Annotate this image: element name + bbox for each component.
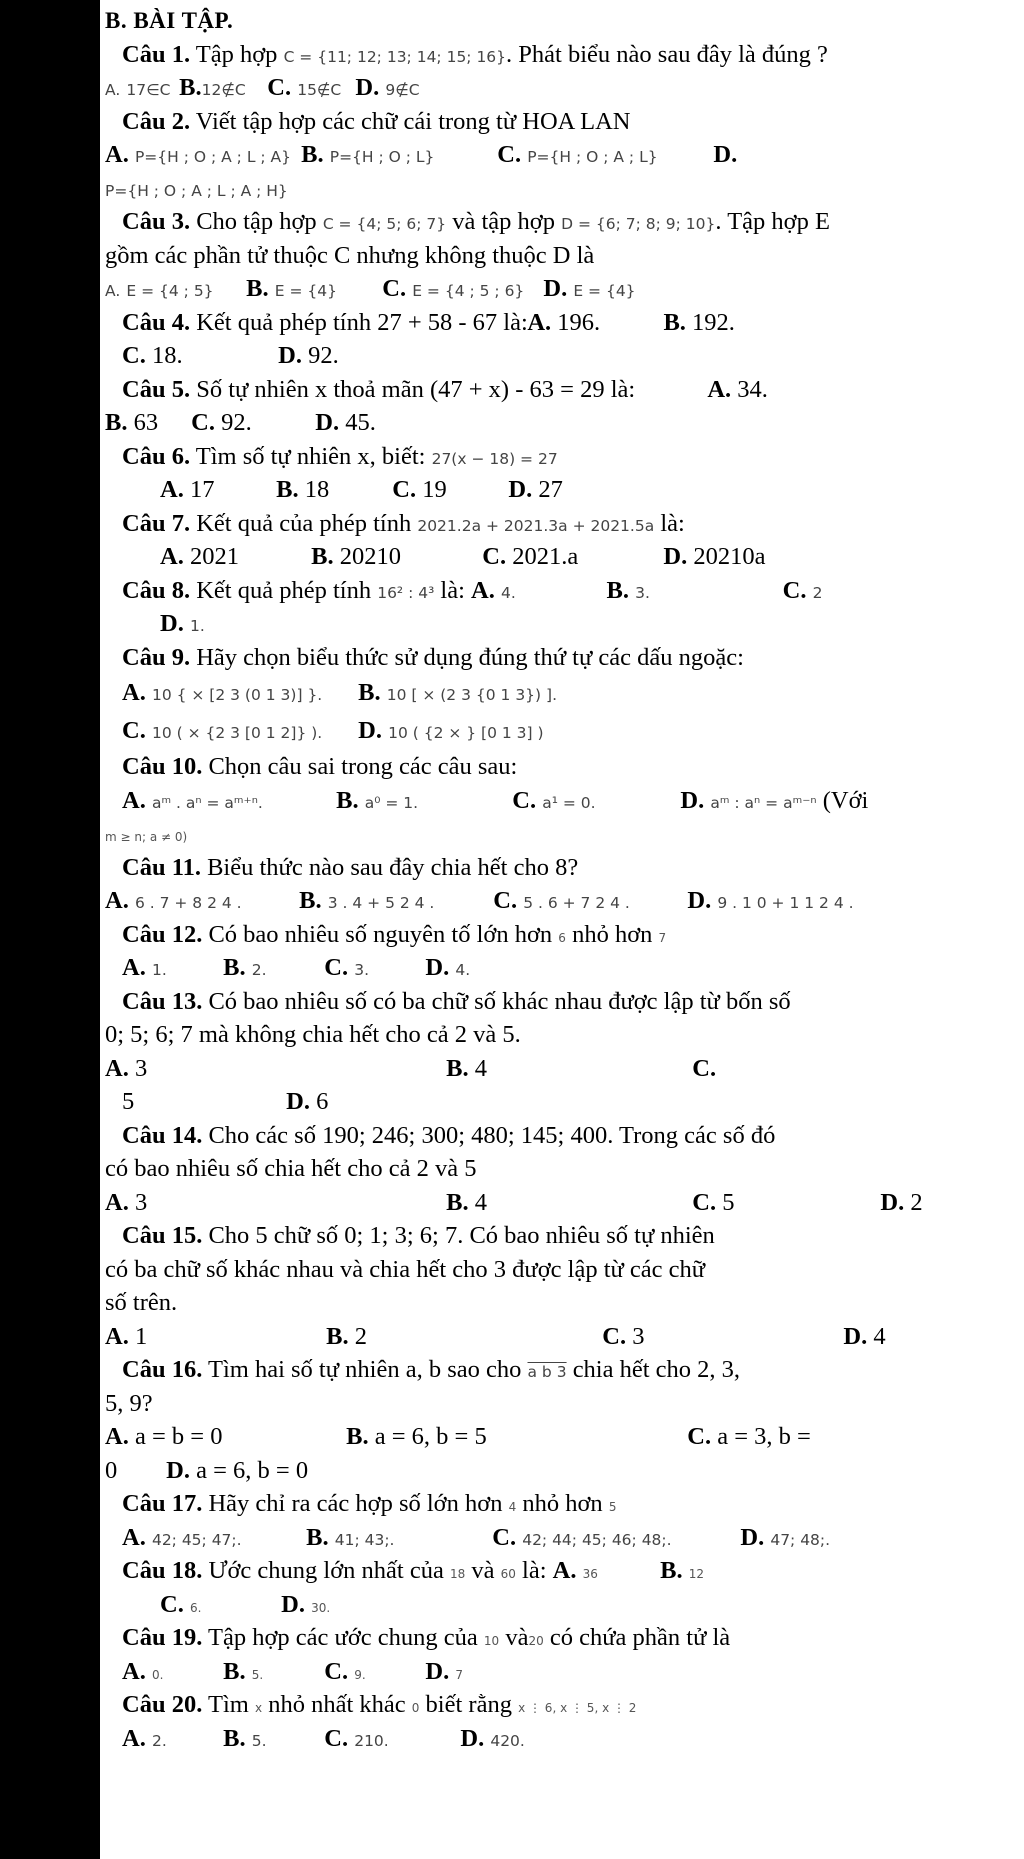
question-17-options: A. 42; 45; 47;. B. 41; 43;. C. 42; 44; 45; 46; 48;. D. 47; 48;. bbox=[122, 1523, 831, 1551]
question-text: Tập hợp bbox=[195, 40, 278, 68]
option-b: B.12∉C bbox=[179, 74, 246, 101]
question-13: Câu 13. Có bao nhiêu số có ba chữ số khác nhau được lập từ bốn số bbox=[122, 987, 791, 1015]
question-18: Câu 18. Ước chung lớn nhất của 18 và 60 là: A. 36 B. 12 bbox=[122, 1557, 705, 1584]
question-3: Câu 3. Cho tập hợp C = {4; 5; 6; 7} và tập hợp D = {6; 7; 8; 9; 10}. Tập hợp E bbox=[122, 208, 830, 235]
question-text-line: có bao nhiêu số chia hết cho cả 2 và 5 bbox=[105, 1155, 477, 1182]
question-19-options: A. 0. B. 5. C. 9. D. 7 bbox=[122, 1657, 463, 1685]
question-4: Câu 4. Kết quả phép tính 27 + 58 - 67 là: A. 196. B. 192. bbox=[122, 308, 735, 336]
option-b: B. P={H ; O ; L} bbox=[301, 141, 435, 168]
section-heading: B. BÀI TẬP. bbox=[105, 8, 234, 33]
option-d: D. bbox=[713, 141, 738, 168]
question-11-options: A. 6 . 7 + 8 2 4 . B. 3 . 4 + 5 2 4 . C. 5 . 6 + 7 2 4 . D. 9 . 1 0 + 1 1 2 4 . bbox=[105, 887, 854, 914]
question-label: Câu 4. bbox=[122, 308, 191, 336]
question-19: Câu 19. Tập hợp các ước chung của 10 và20 có chứa phần tử là bbox=[122, 1624, 731, 1651]
question-text: . Phát biểu nào sau đây là đúng ? bbox=[506, 40, 828, 68]
question-3-options: A. E = {4 ; 5} B. E = {4} C. E = {4 ; 5 ; 6} D. E = {4} bbox=[105, 275, 636, 302]
document-page bbox=[100, 0, 1024, 1859]
question-label: Câu 11. bbox=[122, 853, 201, 881]
question-1-options bbox=[105, 71, 913, 105]
question-16: Câu 16. Tìm hai số tự nhiên a, b sao cho a b 3 chia hết cho 2, 3, bbox=[122, 1356, 741, 1383]
set-expression: C = {4; 5; 6; 7} bbox=[322, 215, 447, 233]
question-label: Câu 20. bbox=[122, 1691, 203, 1718]
question-10-condition: m ≥ n; a ≠ 0) bbox=[105, 830, 188, 844]
question-label: Câu 15. bbox=[122, 1222, 203, 1249]
option-c: C. 15∉C bbox=[267, 74, 342, 101]
question-text: Viết tập hợp các chữ cái trong từ HOA LAN bbox=[195, 107, 631, 135]
question-9-options-row1: A. 10 { × [2 3 (0 1 3)] }. B. 10 [ × (2 3 {0 1 3}) ]. bbox=[122, 679, 557, 706]
question-16-options: A. a = b = 0 B. a = 6, b = 5 C. a = 3, b = bbox=[105, 1423, 811, 1450]
question-label: Câu 2. bbox=[122, 107, 191, 135]
question-5-options: B. 63 C. 92. D. 45. bbox=[105, 409, 376, 436]
question-10: Câu 10. Chọn câu sai trong các câu sau: bbox=[122, 753, 518, 780]
question-6-options: A. 17 B. 18 C. 19 D. 27 bbox=[160, 476, 563, 503]
question-8-options: D. 1. bbox=[160, 610, 205, 637]
question-14: Câu 14. Cho các số 190; 246; 300; 480; 145; 400. Trong các số đó bbox=[122, 1121, 776, 1149]
question-label: Câu 13. bbox=[122, 987, 203, 1015]
question-label: Câu 17. bbox=[122, 1490, 203, 1517]
question-7: Câu 7. Kết quả của phép tính 2021.2a + 2021.3a + 2021.5a là: bbox=[122, 509, 685, 537]
question-17: Câu 17. Hãy chỉ ra các hợp số lớn hơn 4 nhỏ hơn 5 bbox=[122, 1490, 617, 1517]
question-18-options: C. 6. D. 30. bbox=[160, 1590, 331, 1618]
set-expression: C = {11; 12; 13; 14; 15; 16} bbox=[283, 47, 507, 66]
question-label: Câu 6. bbox=[122, 442, 191, 470]
question-11: Câu 11. Biểu thức nào sau đây chia hết cho 8? bbox=[122, 853, 579, 881]
question-15-options: A. 1 B. 2 C. 3 D. 4 bbox=[105, 1322, 886, 1350]
option-c: C. P={H ; O ; A ; L} bbox=[497, 141, 658, 168]
question-text-line: có ba chữ số khác nhau và chia hết cho 3 được lập từ các chữ bbox=[105, 1255, 706, 1283]
question-label: Câu 1. bbox=[122, 40, 191, 68]
set-expression: D = {6; 7; 8; 9; 10} bbox=[561, 215, 716, 233]
question-label: Câu 14. bbox=[122, 1121, 203, 1149]
math-expression: 16² : 4³ bbox=[377, 583, 435, 602]
question-label: Câu 9. bbox=[122, 643, 191, 671]
question-1 bbox=[105, 38, 913, 72]
question-12-options: A. 1. B. 2. C. 3. D. 4. bbox=[122, 954, 471, 981]
question-12: Câu 12. Có bao nhiêu số nguyên tố lớn hơn 6 nhỏ hơn 7 bbox=[122, 920, 667, 948]
question-text-line: số trên. bbox=[105, 1289, 178, 1316]
question-5: Câu 5. Số tự nhiên x thoả mãn (47 + x) - 63 = 29 là: A. 34. bbox=[122, 375, 768, 403]
question-label: Câu 5. bbox=[122, 375, 191, 403]
question-14-options: A. 3 B. 4 C. 5 D. 2 bbox=[105, 1188, 923, 1216]
question-text-line: 0; 5; 6; 7 mà không chia hết cho cả 2 và 5. bbox=[105, 1021, 521, 1048]
question-7-options: A. 2021 B. 20210 C. 2021.a D. 20210a bbox=[160, 543, 766, 570]
question-9: Câu 9. Hãy chọn biểu thức sử dụng đúng thứ tự các dấu ngoặc: bbox=[122, 643, 744, 671]
question-label: Câu 18. bbox=[122, 1557, 203, 1584]
question-8: Câu 8. Kết quả phép tính 16² : 4³ là: A. 4. B. 3. C. 2 bbox=[122, 576, 823, 604]
question-text-line: 5, 9? bbox=[105, 1389, 153, 1417]
question-10-options: A. aᵐ . aⁿ = aᵐ⁺ⁿ. B. a⁰ = 1. C. a¹ = 0. D. aᵐ : aⁿ = aᵐ⁻ⁿ (Với bbox=[122, 786, 869, 814]
option-a: A. 17∈C bbox=[105, 81, 171, 99]
question-label: Câu 7. bbox=[122, 509, 191, 537]
question-13-options: A. 3 B. 4 C. bbox=[105, 1054, 717, 1082]
option-d-continued: P={H ; O ; A ; L ; A ; H} bbox=[105, 181, 288, 200]
question-9-options-row2: C. 10 ( × {2 3 [0 1 2]} ). D. 10 ( {2 × } [0 1 3] ) bbox=[122, 717, 544, 744]
question-label: Câu 10. bbox=[122, 753, 203, 780]
math-expression: a b 3 bbox=[527, 1363, 567, 1381]
exercise-column bbox=[105, 4, 923, 1755]
option-a: A. P={H ; O ; A ; L ; A} bbox=[105, 141, 292, 168]
question-2 bbox=[105, 105, 913, 139]
question-2-options bbox=[105, 138, 913, 172]
question-4-options: C. 18. D. 92. bbox=[122, 342, 339, 369]
math-expression: 27(x − 18) = 27 bbox=[431, 449, 558, 468]
math-expression: 2021.2a + 2021.3a + 2021.5a bbox=[417, 516, 655, 535]
question-13-options-cont: 5 D. 6 bbox=[122, 1088, 329, 1115]
question-label: Câu 8. bbox=[122, 576, 191, 604]
option-d: D. 9∉C bbox=[355, 74, 420, 101]
math-expression: x ⋮ 6, x ⋮ 5, x ⋮ 2 bbox=[518, 1701, 637, 1715]
question-16-options-cont: 0 D. a = 6, b = 0 bbox=[105, 1456, 309, 1484]
question-label: Câu 19. bbox=[122, 1624, 203, 1651]
question-text-line: gồm các phần tử thuộc C nhưng không thuộc D là bbox=[105, 241, 595, 269]
question-20-options: A. 2. B. 5. C. 210. D. 420. bbox=[122, 1724, 525, 1752]
question-label: Câu 12. bbox=[122, 920, 203, 948]
question-15: Câu 15. Cho 5 chữ số 0; 1; 3; 6; 7. Có bao nhiêu số tự nhiên bbox=[122, 1222, 715, 1249]
question-6: Câu 6. Tìm số tự nhiên x, biết: 27(x − 18) = 27 bbox=[122, 442, 558, 470]
question-label: Câu 3. bbox=[122, 208, 191, 235]
question-20: Câu 20. Tìm x nhỏ nhất khác 0 biết rằng x ⋮ 6, x ⋮ 5, x ⋮ 2 bbox=[122, 1691, 637, 1718]
question-label: Câu 16. bbox=[122, 1356, 203, 1383]
